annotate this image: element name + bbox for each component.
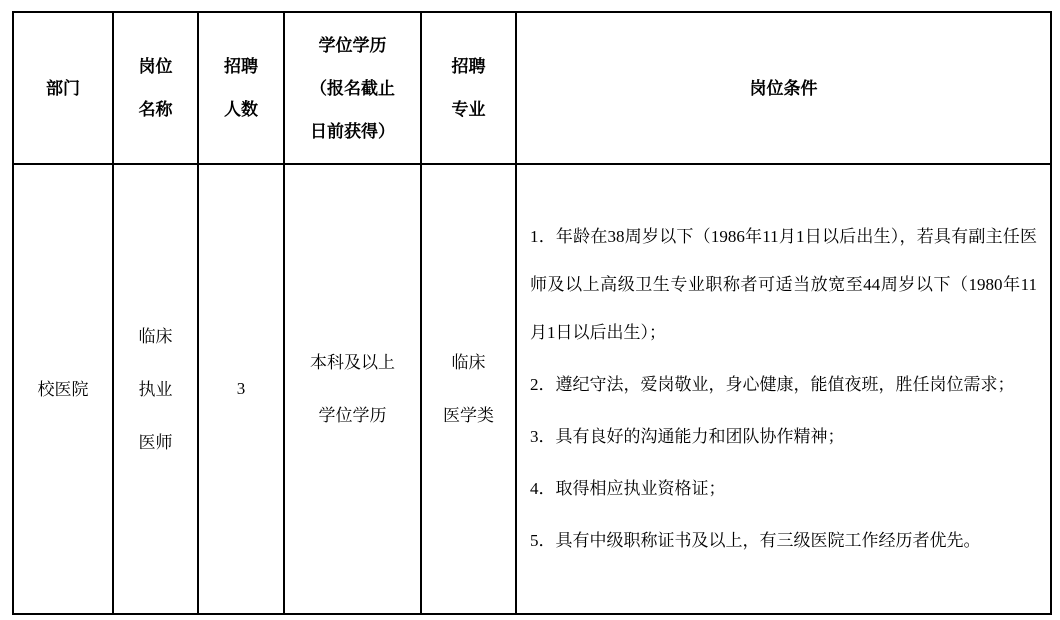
header-line: 专业 (451, 100, 486, 119)
header-cell-degree (284, 12, 421, 164)
cell-line: 医师 (138, 432, 173, 452)
condition-item: 1．年龄在38周岁以下（1986年11月1日以后出生），若具有副主任医师及以上高级卫生专业职称者可适当放宽至44周岁以下（1980年11月1日以后出生）； (530, 227, 1037, 342)
cell-degree (284, 164, 421, 614)
condition-item: 3．具有良好的沟通能力和团队协作精神； (530, 427, 845, 446)
header-line: （报名截止 (310, 78, 395, 98)
header-cell-position-name (113, 12, 198, 164)
condition-item: 5．具有中级职称证书及以上，有三级医院工作经历者优先。 (530, 531, 981, 550)
header-cell-headcount (198, 12, 284, 164)
header-row (13, 12, 1051, 164)
table-row (13, 164, 1051, 614)
header-line: 岗位 (138, 57, 173, 76)
cell-department (13, 164, 113, 614)
cell-line: 临床 (451, 353, 486, 372)
header-line: 岗位条件 (749, 78, 818, 98)
cell-line: 临床 (138, 326, 173, 346)
cell-line: 学位学历 (318, 406, 387, 425)
cell-major (421, 164, 516, 614)
cell-position-name (113, 164, 198, 614)
header-cell-major (421, 12, 516, 164)
cell-line: 本科及以上 (310, 353, 395, 372)
cell-line: 校医院 (37, 379, 89, 399)
cell-line: 执业 (138, 379, 173, 399)
header-line: 日前获得） (310, 121, 395, 141)
cell-line: 医学类 (443, 406, 494, 425)
header-line: 招聘 (451, 57, 486, 76)
condition-item: 4．取得相应执业资格证； (530, 479, 726, 498)
cell-conditions (516, 164, 1051, 614)
header-line: 部门 (46, 78, 80, 98)
recruitment-table (12, 11, 1052, 615)
header-cell-department (13, 12, 113, 164)
cell-headcount: 3 (198, 164, 284, 614)
header-cell-conditions (516, 12, 1051, 164)
header-line: 学位学历 (318, 35, 387, 55)
header-line: 招聘 (224, 57, 258, 76)
header-line: 名称 (138, 100, 173, 119)
condition-item: 2．遵纪守法，爱岗敬业，身心健康，能值夜班，胜任岗位需求； (530, 375, 1015, 394)
header-line: 人数 (224, 100, 258, 119)
